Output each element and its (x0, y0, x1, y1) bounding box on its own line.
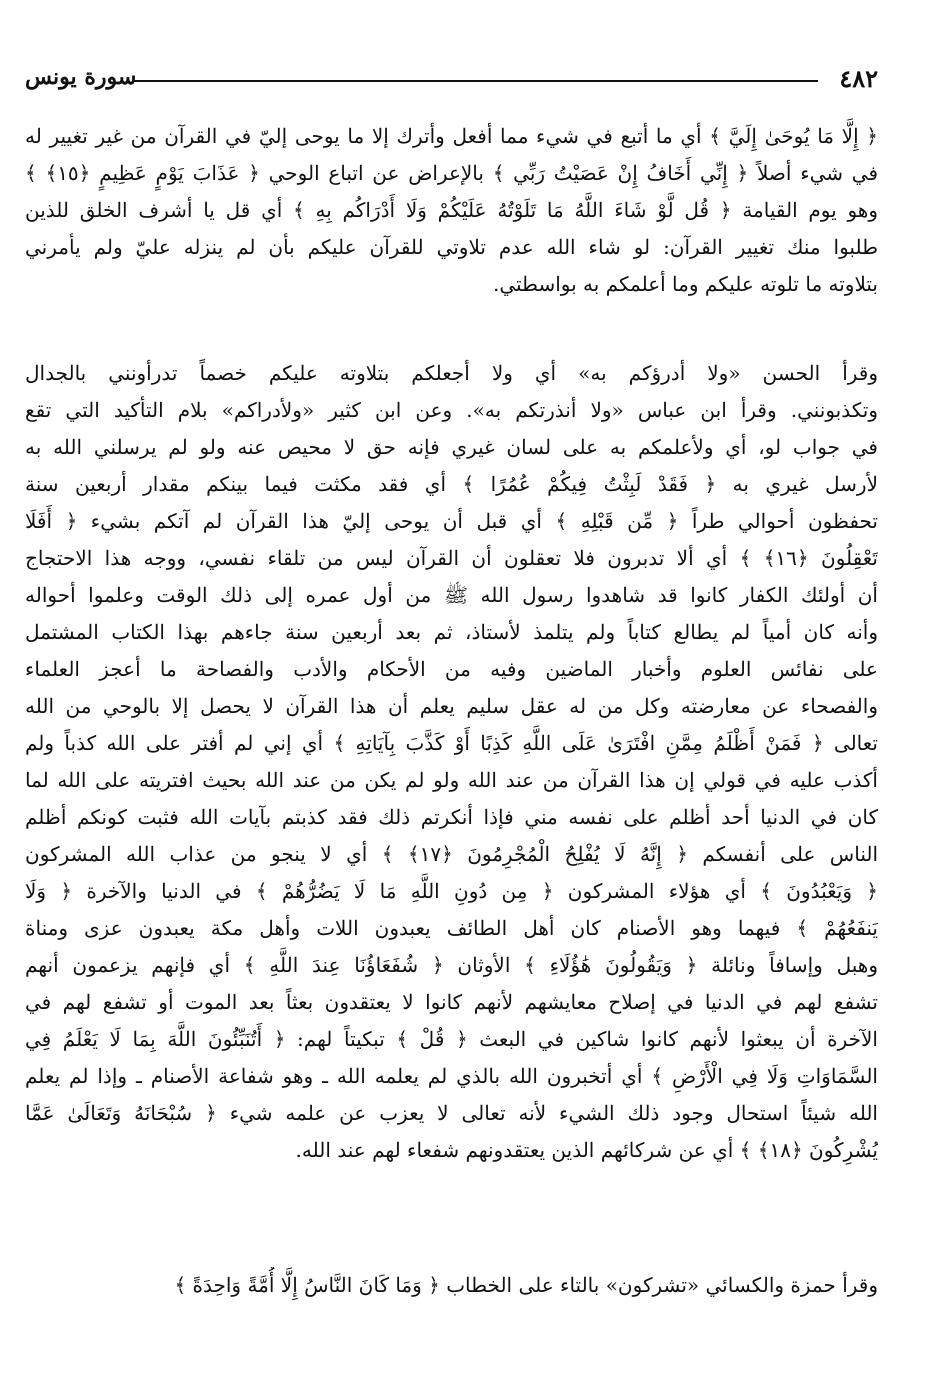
text-line: تشفع لهم في الدنيا في إصلاح معايشهم لأنهم كانوا لا يعتقدون بعثاً بعد الموت أو تشفع لهم في (25, 990, 878, 1014)
text-line: وقرأ الحسن «ولا أدرؤكم به» أي ولا أجعلكم بتلاوته عليكم خصماً تدرأونني بالجدال (25, 361, 878, 385)
paragraph-2 (25, 355, 878, 1169)
text-line: في شيء أصلاً ﴿ إِنِّي أَخَافُ إِنْ عَصَيْتُ رَبِّي ﴾ بالإعراض عن اتباع الوحي ﴿ عَذَابَ يَوْمٍ عَظِيمٍ ﴿١٥﴾ ﴾ (25, 161, 878, 185)
paragraph-1 (25, 118, 878, 303)
text-line: وأنه كان أمياً لم يطالع كتاباً ولم يتلمذ لأستاذ، ثم بعد أربعين سنة جاءهم بهذا الكتاب المشتمل (25, 620, 878, 644)
text-line: طلبوا منك تغيير القرآن: لو شاء الله عدم تلاوتي للقرآن عليكم بأن لم ينزله عليّ ولم يأمرني (25, 235, 878, 259)
text-line: وهو يوم القيامة ﴿ قُل لَّوْ شَاءَ اللَّهُ مَا تَلَوْتُهُ عَلَيْكُمْ وَلَا أَدْرَاكُم بِهِ ﴾ أي قل يا أشرف الخلق للذين (25, 198, 878, 222)
text-line: الناس على أنفسكم ﴿ إِنَّهُ لَا يُفْلِحُ الْمُجْرِمُونَ ﴿١٧﴾ ﴾ أي لا ينجو من عذاب الله المشركون (25, 842, 878, 866)
text-line: يَنفَعُهُمْ ﴾ فيهما وهو الأصنام كان أهل الطائف يعبدون اللات وأهل مكة يعبدون عزى ومناة (25, 916, 878, 940)
text-line: لأرسل غيري به ﴿ فَقَدْ لَبِثْتُ فِيكُمْ عُمُرًا ﴾ أي فقد مكثت فيما بينكم مقدار أربعين سنة (25, 472, 878, 496)
text-line: ﴿ إِلَّا مَا يُوحَىٰ إِلَيَّ ﴾ أي ما أتبع في شيء مما أفعل وأترك إلا ما يوحى إليّ في القرآن من غير تغيير له (25, 124, 878, 148)
text-line: ﴿ وَيَعْبُدُونَ ﴾ أي هؤلاء المشركون ﴿ مِن دُونِ اللَّهِ مَا لَا يَضُرُّهُمْ ﴾ في الدنيا والآخرة ﴿ وَلَا (25, 879, 878, 903)
text-line: السَّمَاوَاتِ وَلَا فِي الْأَرْضِ ﴾ أي أتخبرون الله بالذي لم يعلمه الله ـ وهو شفاعة الأصنام ـ وإذا لم يعلم (25, 1064, 878, 1088)
text-line: كان في الدنيا أحد أظلم على نفسه مني فإذا أنكرتم ذلك فقد كذبتم بآيات الله فثبت كونكم أظلم (25, 805, 878, 829)
paragraph-3 (25, 1267, 878, 1304)
text-line: في جواب لو، أي ولأعلمكم به على لسان غيري فإنه حق لا محيص عنه ولو لم يرسلني الله به (25, 435, 878, 459)
text-line: أن أولئك الكفار كانوا قد شاهدوا رسول الله ﷺ من أول عمره إلى ذلك الوقت وعلموا أحواله (25, 583, 878, 607)
text-line: أكذب عليه في قولي إن هذا القرآن من عند الله ولو لم يكن من عند الله بحيث افتريته على الله لما (25, 768, 878, 792)
page-header (25, 58, 878, 102)
header-rule (133, 80, 818, 82)
page-number: ٤٨٢ (839, 64, 878, 93)
text-line: تحفظون أحوالي طراً ﴿ مِّن قَبْلِهِ ﴾ أي قبل أن يوحى إليّ هذا القرآن لم آتكم بشيء ﴿ أَفَلَا (25, 509, 878, 533)
text-line: وتكذبونني. وقرأ ابن عباس «ولا أنذرتكم به». وعن ابن كثير «ولأدراكم» بلام التأكيد التي تقع (25, 398, 878, 422)
text-line: يُشْرِكُونَ ﴿١٨﴾ ﴾ أي عن شركائهم الذين يعتقدونهم شفعاء لهم عند الله. (295, 1138, 878, 1162)
text-line: على نفائس العلوم وأخبار الماضين وفيه من الأحكام والأدب والفصاحة ما أعجز العلماء (25, 657, 878, 681)
text-line: الله شيئاً استحال وجود ذلك الشيء لأنه تعالى لا يعزب عن علمه شيء ﴿ سُبْحَانَهُ وَتَعَالَىٰ عَمَّا (25, 1101, 878, 1125)
text-line: وهبل وإسافاً ونائلة ﴿ وَيَقُولُونَ هَٰؤُلَاءِ ﴾ الأوثان ﴿ شُفَعَاؤُنَا عِندَ اللَّهِ ﴾ أي فإنهم يزعمون أنهم (25, 953, 878, 977)
text-line: وقرأ حمزة والكسائي «تشركون» بالتاء على الخطاب ﴿ وَمَا كَانَ النَّاسُ إِلَّا أُمَّةً وَاحِدَةً ﴾ (174, 1273, 878, 1297)
text-line: تَعْقِلُونَ ﴿١٦﴾ ﴾ أي ألا تدبرون فلا تعقلون أن القرآن ليس من تلقاء نفسي، ووجه هذا الاحتجاج (25, 546, 878, 570)
text-line: بتلاوته ما تلوته عليكم وما أعلمكم به بواسطتي. (492, 272, 878, 296)
text-line: والفصحاء عن معارضته وكل من له عقل سليم يعلم أن هذا القرآن لا يحصل إلا بالوحي من الله (25, 694, 878, 718)
text-line: الآخرة أن يبعثوا لأنهم كانوا شاكين في البعث ﴿ قُلْ ﴾ تبكيتاً لهم: ﴿ أَتُنَبِّئُونَ اللَّهَ بِمَا لَا يَعْلَمُ فِي (25, 1027, 878, 1051)
text-line: تعالى ﴿ فَمَنْ أَظْلَمُ مِمَّنِ افْتَرَىٰ عَلَى اللَّهِ كَذِبًا أَوْ كَذَّبَ بِآيَاتِهِ ﴾ أي إني لم أفتر على الله كذباً ولم (25, 731, 878, 755)
chapter-title: سورة يونس (25, 64, 137, 90)
